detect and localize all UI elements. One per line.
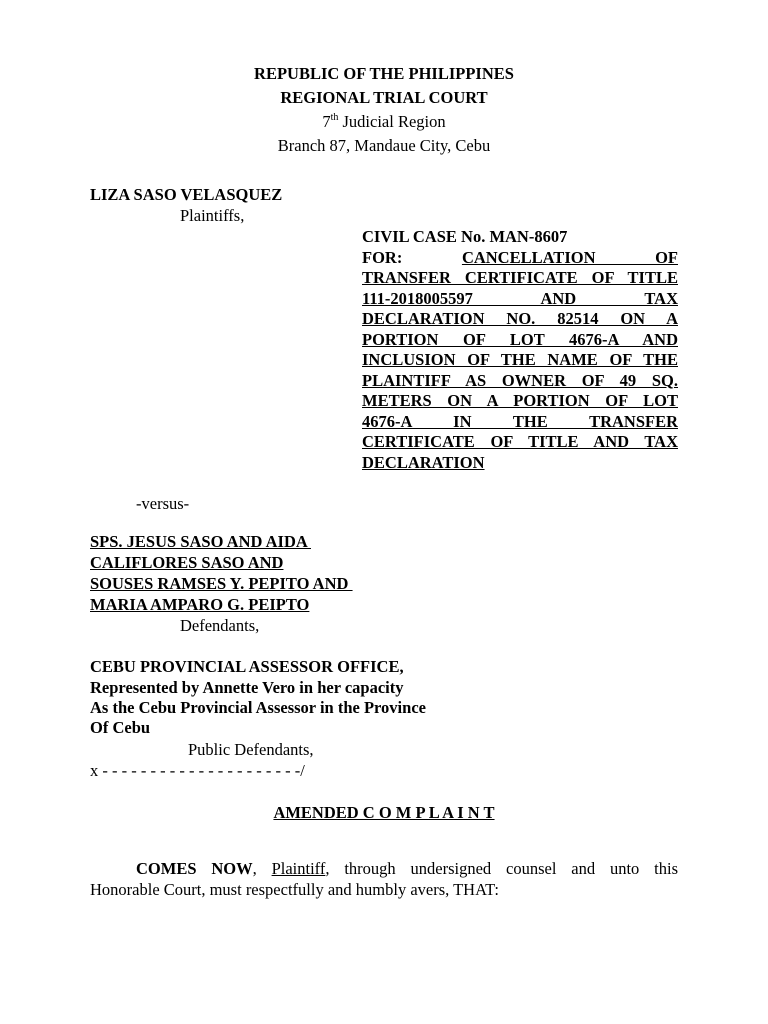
plaintiff-word: Plaintiff xyxy=(271,859,326,878)
caption-separator: x - - - - - - - - - - - - - - - - - - - - -/ xyxy=(90,761,305,780)
public-defendant-line: As the Cebu Provincial Assessor in the Province xyxy=(90,698,426,717)
case-number: CIVIL CASE No. MAN-8607 xyxy=(362,227,568,246)
public-defendants-role: Public Defendants, xyxy=(188,740,314,759)
case-line: METERS ON A PORTION OF LOT xyxy=(362,391,678,410)
public-defendant-line: Represented by Annette Vero in her capacity xyxy=(90,678,404,697)
case-for-text: CANCELLATION OF xyxy=(461,247,678,267)
defendant-line: MARIA AMPARO G. PEIPTO xyxy=(90,595,310,614)
case-caption xyxy=(362,227,678,473)
defendants-role: Defendants, xyxy=(180,616,260,635)
case-for-label: FOR: xyxy=(362,247,403,267)
case-line: TRANSFER CERTIFICATE OF TITLE xyxy=(362,268,678,287)
versus-label: -versus- xyxy=(136,494,190,513)
defendant-line: CALIFLORES SASO AND xyxy=(90,553,284,572)
header-region xyxy=(0,112,768,133)
defendant-line: SPS. JESUS SASO AND AIDA xyxy=(90,532,311,551)
paragraph-line-1-rest: , through undersigned counsel and unto this xyxy=(325,859,678,878)
public-defendant-line: Of Cebu xyxy=(90,718,151,737)
header-republic: REPUBLIC OF THE PHILIPPINES xyxy=(254,64,514,83)
case-line: DECLARATION xyxy=(362,452,485,472)
case-line: PORTION OF LOT 4676-A AND xyxy=(362,329,678,349)
case-line: 4676-A IN THE TRANSFER xyxy=(362,411,678,431)
case-line: DECLARATION NO. 82514 ON A xyxy=(362,309,678,328)
document-title: AMENDED C O M P L A I N T xyxy=(273,803,495,822)
case-line: 111-2018005597 AND TAX xyxy=(362,288,678,308)
public-defendant-name: CEBU PROVINCIAL ASSESSOR OFFICE, xyxy=(90,657,404,676)
region-text: Judicial Region xyxy=(338,112,446,131)
region-number: 7 xyxy=(322,112,331,131)
region-superscript: th xyxy=(330,111,339,123)
comes-now-text: COMES NOW xyxy=(136,859,253,878)
header-court: REGIONAL TRIAL COURT xyxy=(280,88,488,107)
case-line xyxy=(362,248,678,269)
opening-paragraph xyxy=(90,859,678,900)
comma-text: , xyxy=(252,859,272,878)
plaintiff-name: LIZA SASO VELASQUEZ xyxy=(90,185,283,204)
header-branch: Branch 87, Mandaue City, Cebu xyxy=(277,136,491,155)
plaintiff-role: Plaintiffs, xyxy=(180,206,245,225)
paragraph-line-2: Honorable Court, must respectfully and humbly avers, THAT: xyxy=(90,879,500,899)
case-line: CERTIFICATE OF TITLE AND TAX xyxy=(362,432,678,451)
defendant-line: SOUSES RAMSES Y. PEPITO AND xyxy=(90,574,353,593)
case-line: INCLUSION OF THE NAME OF THE xyxy=(362,350,678,369)
case-line: PLAINTIFF AS OWNER OF 49 SQ. xyxy=(362,370,678,390)
paragraph-line-1 xyxy=(90,859,678,880)
